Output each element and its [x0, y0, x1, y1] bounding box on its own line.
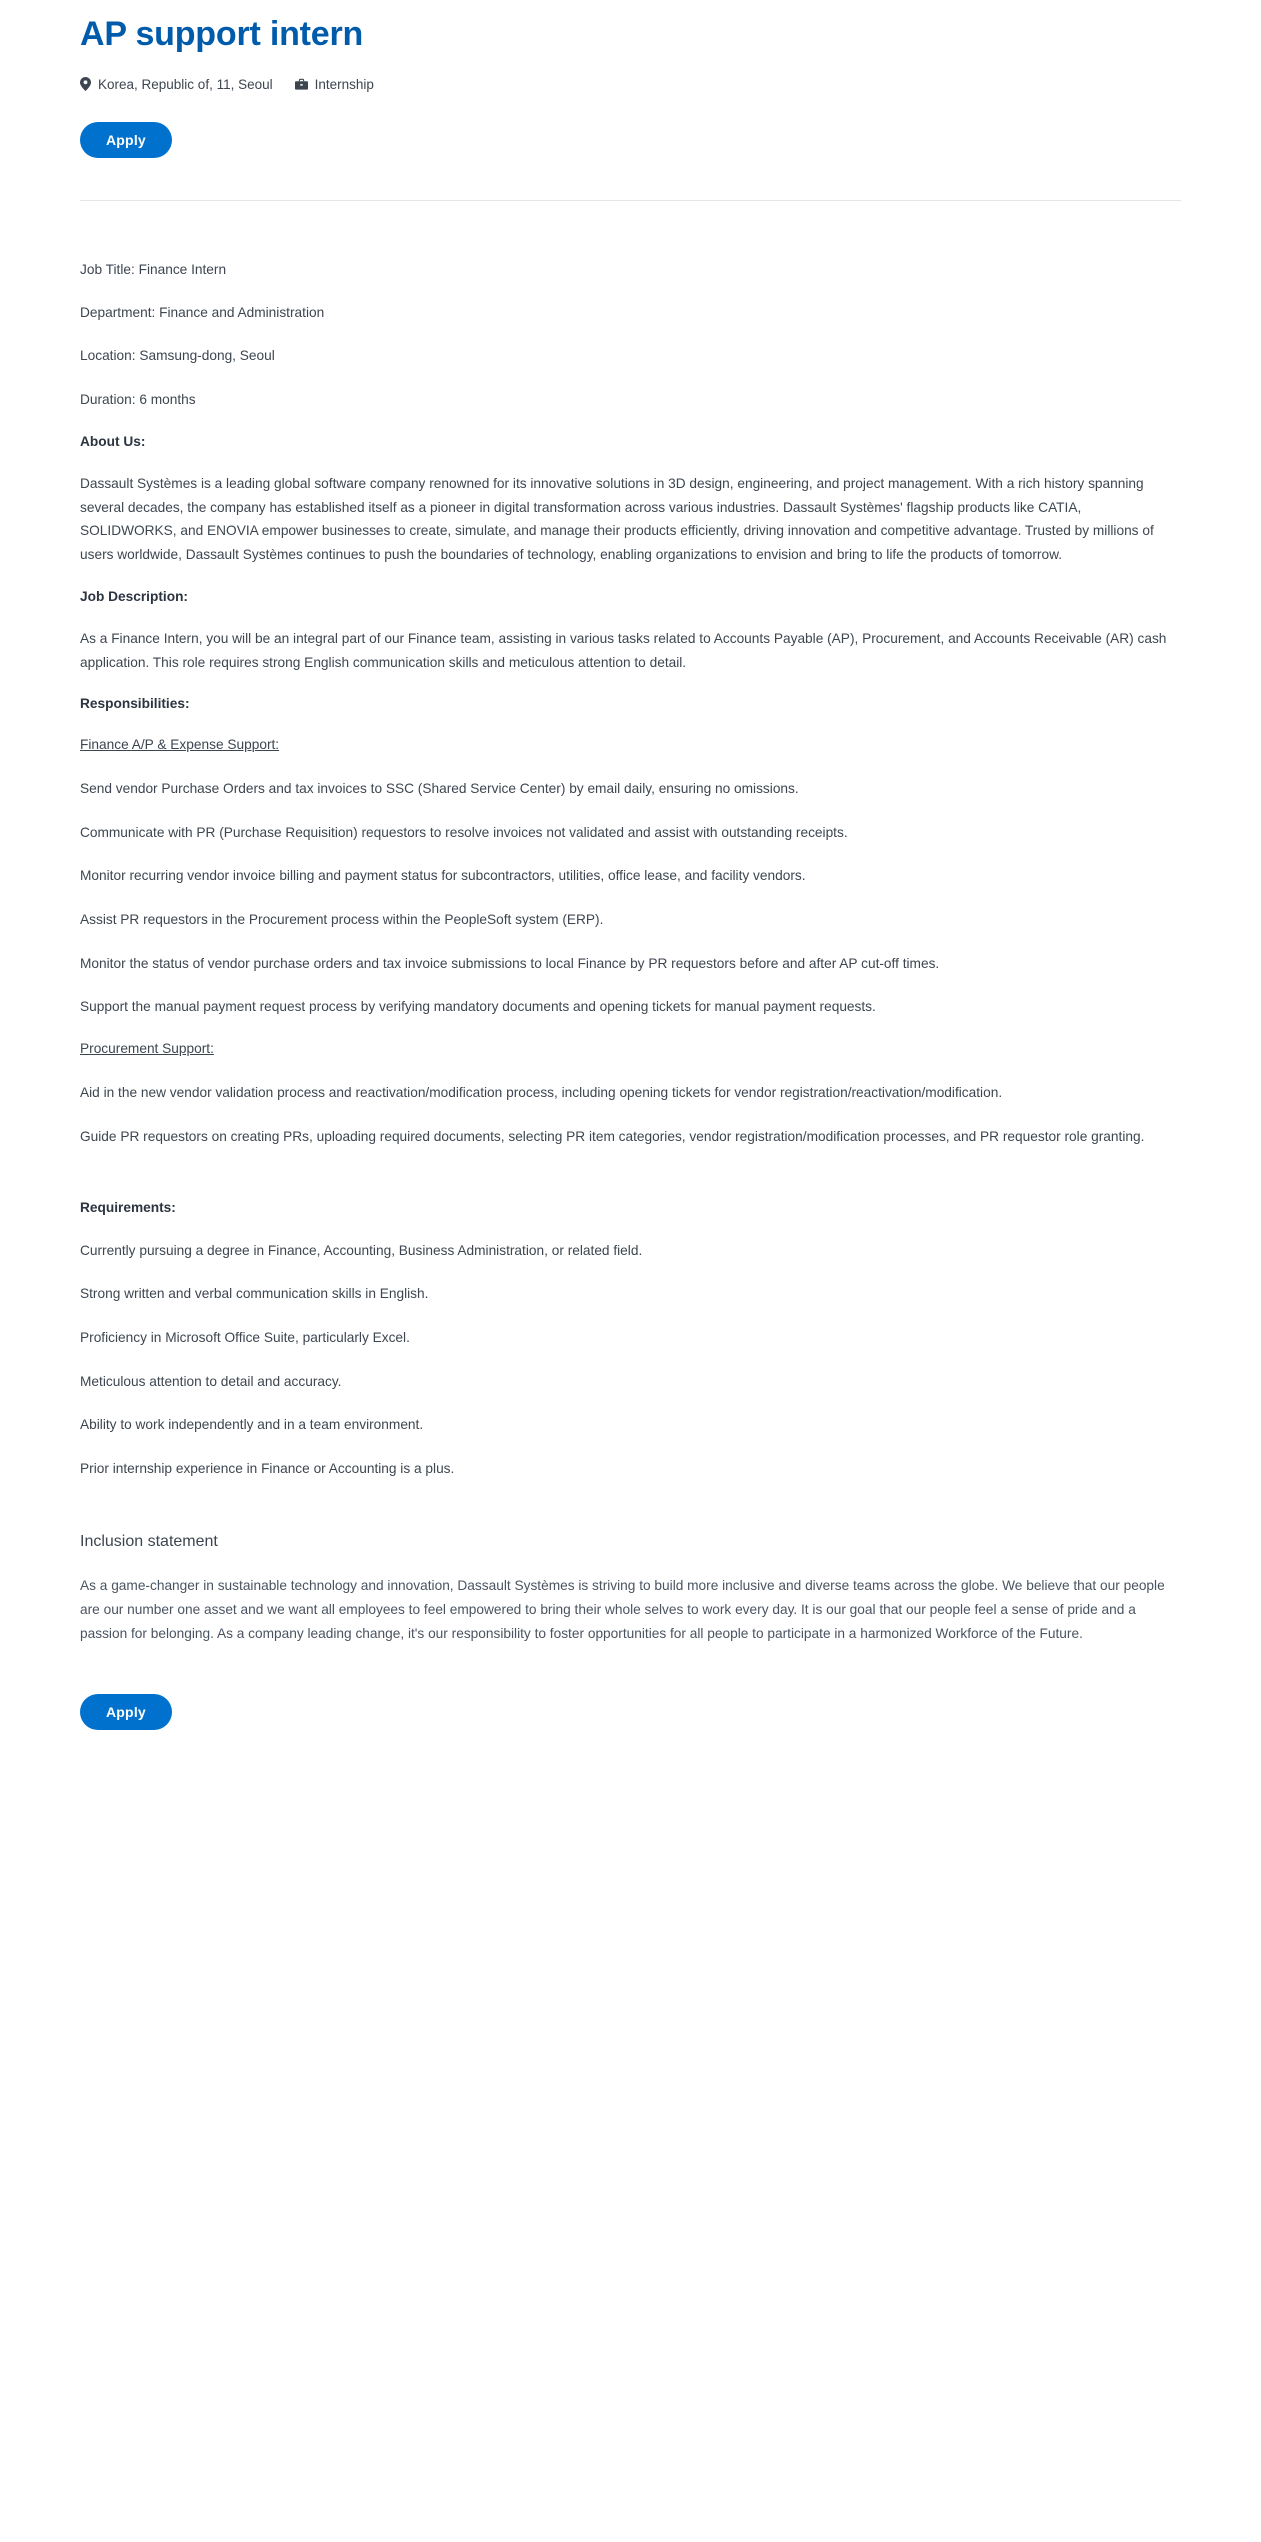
procurement-item: Aid in the new vendor validation process and reactivation/modification process, including opening tickets for vendor registration/reactivation/modification.	[80, 1085, 1003, 1101]
responsibility-item: Send vendor Purchase Orders and tax invoices to SSC (Shared Service Center) by email daily, ensuring no omissions.	[80, 781, 799, 797]
requirements-heading: Requirements:	[80, 1200, 176, 1216]
job-employment-type-text: Internship	[314, 76, 374, 92]
responsibilities-heading: Responsibilities:	[80, 696, 190, 712]
requirement-item: Prior internship experience in Finance or Accounting is a plus.	[80, 1460, 455, 1476]
requirement-item: Strong written and verbal communication skills in English.	[80, 1286, 429, 1302]
responsibility-item: Monitor the status of vendor purchase orders and tax invoice submissions to local Finance by PR requestors before and after AP cut-off times.	[80, 955, 940, 971]
detail-job-title: Job Title: Finance Intern	[80, 261, 227, 277]
responsibility-item: Support the manual payment request process by verifying mandatory documents and opening tickets for manual payment requests.	[80, 999, 876, 1015]
responsibilities-sub1-heading: Finance A/P & Expense Support:	[80, 736, 280, 752]
map-pin-icon	[80, 77, 91, 91]
inclusion-statement-heading: Inclusion statement	[80, 1533, 218, 1551]
detail-duration: Duration: 6 months	[80, 391, 196, 407]
detail-department: Department: Finance and Administration	[80, 305, 325, 321]
job-meta	[80, 77, 1181, 92]
requirement-item: Ability to work independently and in a team environment.	[80, 1417, 424, 1433]
job-employment-type	[295, 77, 374, 92]
apply-bottom-container	[80, 1694, 1181, 1770]
job-location	[80, 77, 273, 92]
job-description-body	[80, 201, 1181, 1770]
responsibilities-sub2-heading: Procurement Support:	[80, 1040, 214, 1056]
responsibility-item: Assist PR requestors in the Procurement process within the PeopleSoft system (ERP).	[80, 911, 604, 927]
apply-top-container	[80, 122, 1181, 158]
apply-button-top[interactable]: Apply	[80, 122, 172, 158]
section-spacer	[80, 1168, 1181, 1198]
responsibility-item: Monitor recurring vendor invoice billing and payment status for subcontractors, utilities, office lease, and facility vendors.	[80, 868, 806, 884]
briefcase-icon	[295, 78, 308, 91]
inclusion-statement-body: As a game-changer in sustainable technology and innovation, Dassault Systèmes is striving to build more inclusive and diverse teams across the globe. We believe that our people are our number one asset and we want all employees to feel empowered to bring their whole selves to work every day. It is our goal that our people feel a sense of pride and a passion for belonging. As a company leading change, it's our responsibility to foster opportunities for all people to participate in a harmonized Workforce of the Future.	[80, 1578, 1165, 1641]
requirement-item: Proficiency in Microsoft Office Suite, particularly Excel.	[80, 1330, 410, 1346]
responsibility-item: Communicate with PR (Purchase Requisition) requestors to resolve invoices not validated and assist with outstanding receipts.	[80, 824, 848, 840]
job-description-heading: Job Description:	[80, 588, 188, 604]
job-description-text: As a Finance Intern, you will be an integral part of our Finance team, assisting in various tasks related to Accounts Payable (AP), Procurement, and Accounts Receivable (AR) cash application. This role requires strong English communication skills and meticulous attention to detail.	[80, 631, 1167, 670]
requirement-item: Currently pursuing a degree in Finance, Accounting, Business Administration, or related field.	[80, 1242, 643, 1258]
about-us-body: Dassault Systèmes is a leading global software company renowned for its innovative solutions in 3D design, engineering, and project management. With a rich history spanning several decades, the company has established itself as a pioneer in digital transformation across various industries. Dassault Systèmes' flagship products like CATIA, SOLIDWORKS, and ENOVIA empower businesses to create, simulate, and manage their products efficiently, driving innovation and competitive advantage. Trusted by millions of users worldwide, Dassault Systèmes continues to push the boundaries of technology, enabling organizations to envision and bring to life the products of tomorrow.	[80, 476, 1154, 562]
requirement-item: Meticulous attention to detail and accuracy.	[80, 1373, 342, 1389]
detail-location: Location: Samsung-dong, Seoul	[80, 348, 275, 364]
procurement-item: Guide PR requestors on creating PRs, uploading required documents, selecting PR item categories, vendor registration/modification processes, and PR requestor role granting.	[80, 1128, 1145, 1144]
section-spacer	[80, 1500, 1181, 1530]
apply-button-bottom[interactable]: Apply	[80, 1694, 172, 1730]
page-title: AP support intern	[80, 15, 364, 53]
about-us-heading: About Us:	[80, 433, 146, 449]
job-location-text: Korea, Republic of, 11, Seoul	[98, 76, 273, 92]
